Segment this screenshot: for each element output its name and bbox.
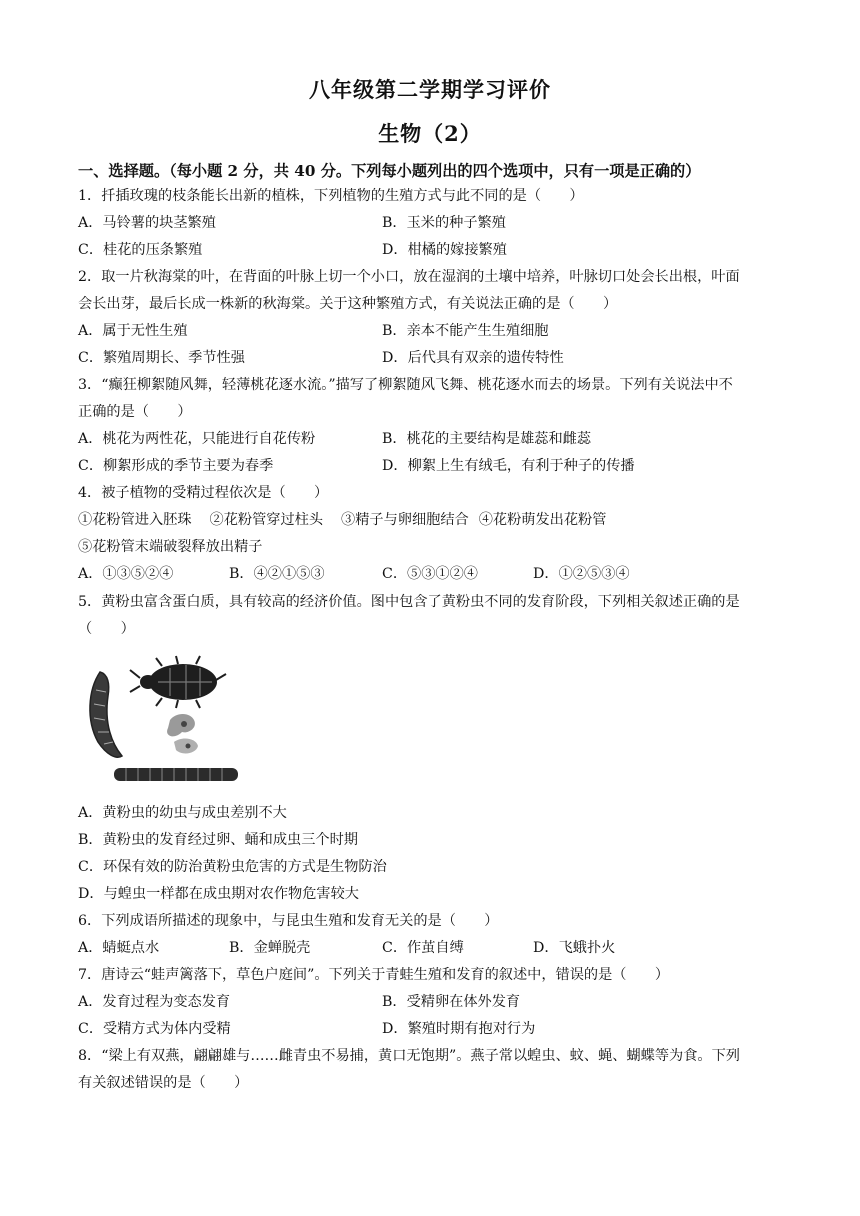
question-5-option-a: A．黄粉虫的幼虫与成虫差别不大: [78, 805, 287, 821]
question-4-step-3: ③精子与卵细胞结合: [341, 512, 469, 528]
question-3-option-c: C．柳絮形成的季节主要为春季: [78, 458, 274, 474]
question-4-stem: 4．被子植物的受精过程依次是（ ）: [78, 485, 329, 501]
question-4-step-4: ④花粉萌发出花粉管: [478, 512, 607, 528]
question-4-step-5: ⑤花粉管末端破裂释放出精子: [78, 539, 263, 555]
question-4-step-1: ①花粉管进入胚珠: [78, 512, 192, 528]
question-6-option-a: A．蜻蜓点水: [78, 940, 160, 956]
question-6-option-d: D．飞蛾扑火: [533, 940, 616, 956]
question-5-option-d: D．与蝗虫一样都在成虫期对农作物危害较大: [78, 886, 359, 902]
question-3-option-a: A．桃花为两性花，只能进行自花传粉: [78, 431, 316, 447]
question-3-stem-line-1: 3．“癫狂柳絮随风舞，轻薄桃花逐水流。”描写了柳絮随风飞舞、桃花逐水而去的场景。下列有关说法中不: [78, 377, 733, 393]
question-5-stem-line-2: （ ）: [78, 621, 135, 637]
page-subtitle: 生物（2）: [378, 121, 482, 146]
question-4-option-a: A．①③⑤②④: [78, 566, 174, 582]
adult-beetle-image: [130, 656, 226, 708]
question-6-option-c: C．作茧自缚: [382, 940, 464, 956]
question-7-option-a: A．发育过程为变态发育: [78, 994, 231, 1010]
question-1-option-b: B．玉米的种子繁殖: [382, 215, 506, 231]
question-7-option-b: B．受精卵在体外发育: [382, 994, 521, 1010]
mealworm-figure: [78, 650, 258, 795]
question-7-stem: 7．唐诗云“蛙声篱落下，草色户庭间”。下列关于青蛙生殖和发育的叙述中，错误的是（ ）: [78, 967, 670, 983]
question-6-option-b: B．金蝉脱壳: [229, 940, 311, 956]
section-heading: 一、选择题。（每小题 2 分，共 40 分。下列每小题列出的四个选项中，只有一项是正确的）: [78, 162, 701, 180]
question-1-option-c: C．桂花的压条繁殖: [78, 242, 203, 258]
question-3-option-b: B．桃花的主要结构是雄蕊和雌蕊: [382, 431, 592, 447]
question-4-steps-line: [78, 511, 606, 529]
question-6-stem: 6．下列成语所描述的现象中，与昆虫生殖和发育无关的是（ ）: [78, 913, 499, 929]
question-1-option-a: A．马铃薯的块茎繁殖: [78, 215, 216, 231]
question-2-stem-line-2: 会长出芽，最后长成一株新的秋海棠。关于这种繁殖方式，有关说法正确的是（ ）: [78, 296, 618, 312]
pupa-image: [167, 714, 198, 753]
question-2-option-d: D．后代具有双亲的遗传特性: [382, 350, 564, 366]
question-4-option-d: D．①②⑤③④: [533, 566, 630, 582]
question-5-option-b: B．黄粉虫的发育经过卵、蛹和成虫三个时期: [78, 832, 358, 848]
question-3-option-d: D．柳絮上生有绒毛，有利于种子的传播: [382, 458, 635, 474]
question-3-stem-line-2: 正确的是（ ）: [78, 404, 192, 420]
question-5-option-c: C．环保有效的防治黄粉虫危害的方式是生物防治: [78, 859, 387, 875]
question-7-option-d: D．繁殖时期有抱对行为: [382, 1021, 536, 1037]
question-7-option-c: C．受精方式为体内受精: [78, 1021, 231, 1037]
larva-curved-image: [90, 672, 122, 757]
question-5-stem-line-1: 5．黄粉虫富含蛋白质，具有较高的经济价值。图中包含了黄粉虫不同的发育阶段，下列相关叙述正确的是: [78, 594, 740, 610]
question-4-option-c: C．⑤③①②④: [382, 566, 478, 582]
question-8-stem-line-1: 8．“梁上有双燕，翩翩雄与……雌青虫不易捕，黄口无饱期”。燕子常以蝗虫、蚊、蝇、蝴蝶等为食。下列: [78, 1048, 740, 1064]
larva-straight-image: [114, 768, 238, 781]
question-1-option-d: D．柑橘的嫁接繁殖: [382, 242, 507, 258]
question-1-stem: 1．扦插玫瑰的枝条能长出新的植株，下列植物的生殖方式与此不同的是（ ）: [78, 188, 584, 204]
question-4-option-b: B．④②①⑤③: [229, 566, 325, 582]
question-2-option-b: B．亲本不能产生生殖细胞: [382, 323, 549, 339]
question-2-option-c: C．繁殖周期长、季节性强: [78, 350, 245, 366]
page-title: 八年级第二学期学习评价: [309, 77, 551, 102]
question-8-stem-line-2: 有关叙述错误的是（ ）: [78, 1075, 249, 1091]
question-2-stem-line-1: 2．取一片秋海棠的叶，在背面的叶脉上切一个小口，放在湿润的土壤中培养，叶脉切口处会长出根，叶面: [78, 269, 740, 285]
question-4-step-2: ②花粉管穿过柱头: [209, 512, 324, 528]
question-2-option-a: A．属于无性生殖: [78, 323, 188, 339]
